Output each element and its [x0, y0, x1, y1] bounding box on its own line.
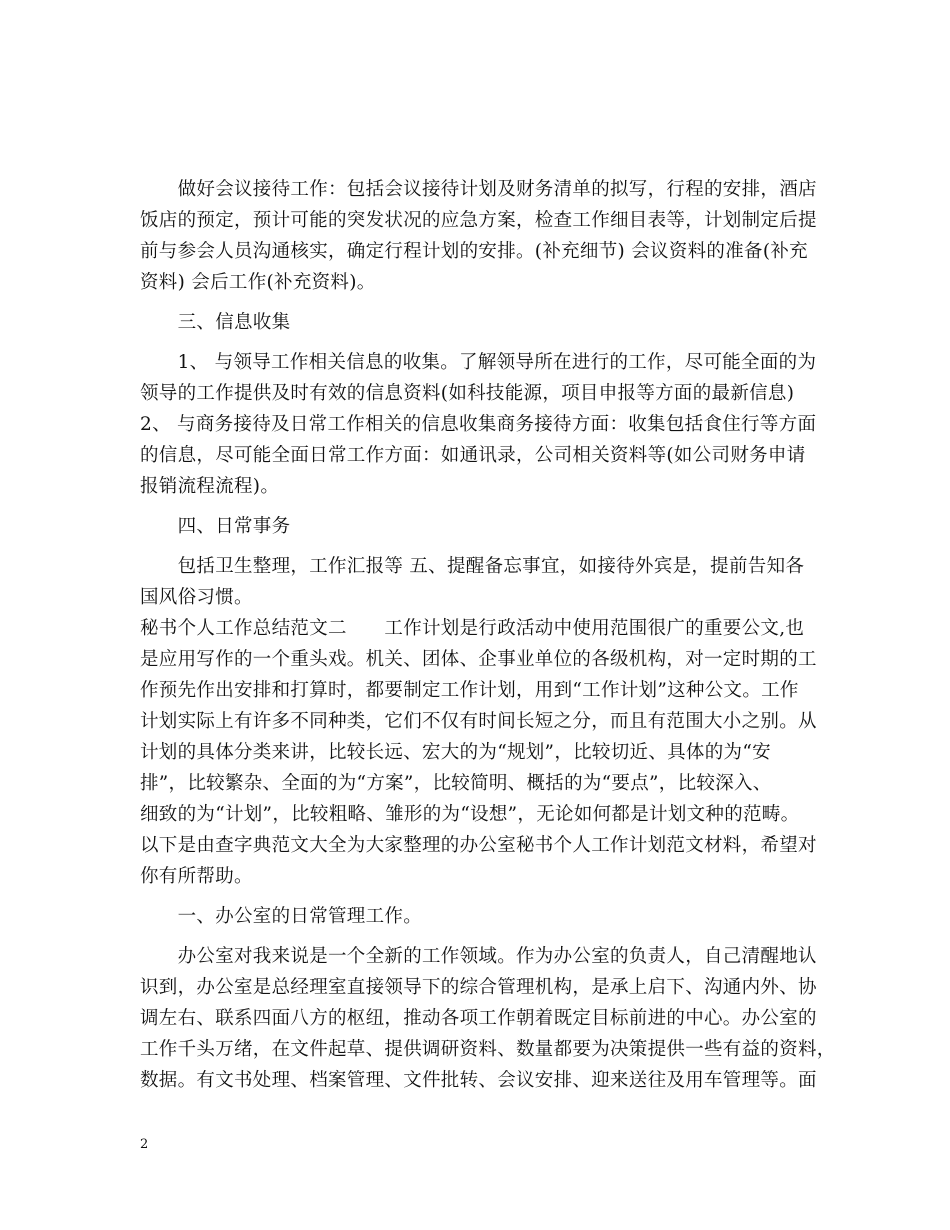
- text-line: 国风俗习惯。: [140, 587, 253, 608]
- text-line: 领导的工作提供及时有效的信息资料(如科技能源，项目申报等方面的最新信息): [140, 383, 795, 404]
- text-line: 是应用写作的一个重头戏。机关、团体、企事业单位的各级机构，对一定时期的工: [140, 649, 817, 670]
- text-line: 识到，办公室是总经理室直接领导下的综合管理机构，是承上启下、沟通内外、协: [140, 977, 817, 998]
- text-line: 办公室对我来说是一个全新的工作领域。作为办公室的负责人，自己清醒地认: [140, 946, 817, 967]
- text-line: 细致的为“计划”，比较粗略、雏形的为“设想”，无论如何都是计划文种的范畴。: [140, 804, 800, 825]
- text-line: 报销流程流程)。: [140, 476, 280, 497]
- paragraph-gap: [140, 892, 820, 901]
- section-heading: 一、办公室的日常管理工作。: [140, 906, 423, 927]
- text-line: 包括卫生整理，工作汇报等 五、提醒备忘事宜，如接待外宾是，提前告知各: [140, 556, 805, 577]
- paragraph-gap: [140, 338, 820, 347]
- text-line: 资料) 会后工作(补充资料)。: [140, 272, 376, 293]
- text-line: 计划实际上有许多不同种类，它们不仅有时间长短之分，而且有范围大小之别。从: [140, 711, 817, 732]
- text-line: 2、 与商务接待及日常工作相关的信息收集商务接待方面：收集包括食住行等方面: [140, 414, 817, 435]
- text-line: 饭店的预定，预计可能的突发状况的应急方案，检查工作细目表等，计划制定后提: [140, 210, 817, 231]
- text-line: 的信息，尽可能全面日常工作方面：如通讯录，公司相关资料等(如公司财务申请: [140, 445, 806, 466]
- text-line: 作预先作出安排和打算时，都要制定工作计划，用到“工作计划”这种公文。工作: [140, 680, 799, 701]
- section-heading: 三、信息收集: [140, 312, 291, 333]
- text-line: 调左右、联系四面八方的枢纽，推动各项工作朝着既定目标前进的中心。办公室的: [140, 1008, 817, 1029]
- text-line: 做好会议接待工作：包括会议接待计划及财务清单的拟写，行程的安排，酒店: [140, 179, 817, 200]
- text-line: 前与参会人员沟通核实，确定行程计划的安排。(补充细节) 会议资料的准备(补充: [140, 241, 808, 262]
- paragraph-gap: [140, 502, 820, 511]
- paragraph-gap: [140, 298, 820, 307]
- text-line: 工作千头万绪，在文件起草、提供调研资料、数量都要为决策提供一些有益的资料，: [140, 1039, 836, 1060]
- text-line: 以下是由查字典范文大全为大家整理的办公室秘书个人工作计划范文材料，希望对: [140, 835, 817, 856]
- text-line: 你有所帮助。: [140, 866, 253, 887]
- text-line: 数据。有文书处理、档案管理、文件批转、会议安排、迎来送往及用车管理等。面: [140, 1070, 817, 1091]
- text-line: 计划的具体分类来讲，比较长远、宏大的为“规划”，比较切近、具体的为“安: [140, 742, 771, 763]
- text-line: 秘书个人工作总结范文二 工作计划是行政活动中使用范围很广的重要公文,也: [140, 618, 805, 639]
- paragraph-gap: [140, 542, 820, 551]
- text-line: 排”，比较繁杂、全面的为“方案”，比较简明、概括的为“要点”，比较深入、: [140, 773, 772, 794]
- page-number: 2: [140, 1137, 149, 1152]
- body-text: [140, 174, 836, 1096]
- paragraph-gap: [140, 932, 820, 941]
- section-heading: 四、日常事务: [140, 516, 291, 537]
- text-line: 1、 与领导工作相关信息的收集。了解领导所在进行的工作，尽可能全面的为: [140, 352, 817, 373]
